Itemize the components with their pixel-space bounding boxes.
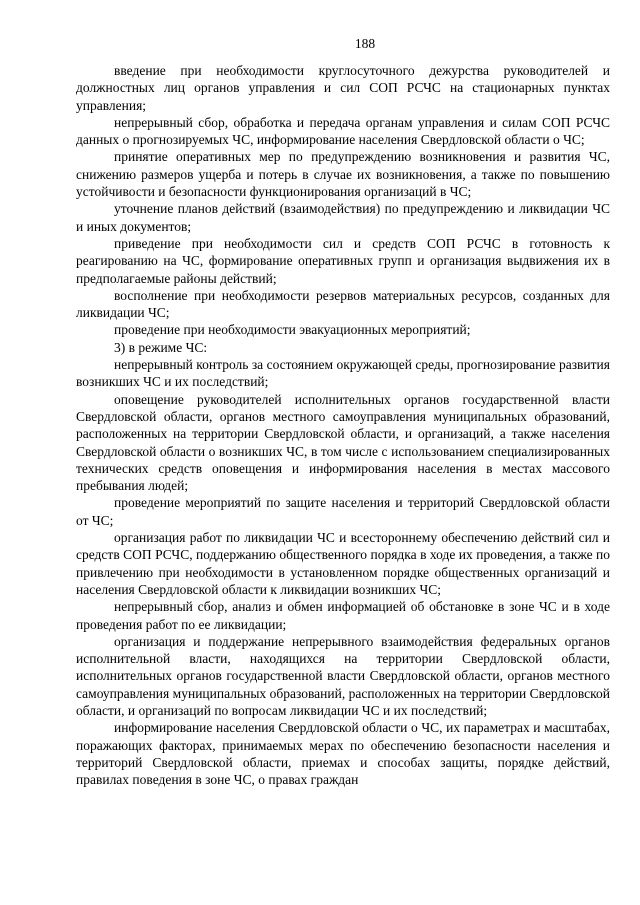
section-heading: 3) в режиме ЧС:: [114, 339, 208, 355]
paragraph: проведение мероприятий по защите населения и территорий Свердловской области от ЧС;: [76, 495, 610, 528]
paragraph: непрерывный контроль за состоянием окружающей среды, прогнозирование развития возникших ЧС и их последствий;: [76, 357, 610, 390]
paragraph: организация и поддержание непрерывного взаимодействия федеральных органов исполнительной власти, находящихся на территории Свердловской области, исполнительных органов государственной власти Свердловской области, органов местного самоуправления муниципальных образований, расположенных на территории Свердловской области, и организаций по вопросам ликвидации ЧС и их последствий;: [76, 633, 610, 718]
paragraph: приведение при необходимости сил и средств СОП РСЧС в готовность к реагированию на ЧС, формирование оперативных групп и организация выдвижения их в предполагаемые районы действий;: [76, 235, 610, 286]
paragraph: введение при необходимости круглосуточного дежурства руководителей и должностных лиц органов управления и сил СОП РСЧС на стационарных пунктах управления;: [76, 63, 610, 113]
paragraph: восполнение при необходимости резервов материальных ресурсов, созданных для ликвидации ЧС;: [76, 287, 610, 321]
paragraph: непрерывный сбор, анализ и обмен информацией об обстановке в зоне ЧС и в ходе проведения работ по ее ликвидации;: [76, 599, 610, 632]
paragraph: принятие оперативных мер по предупреждению возникновения и развития ЧС, снижению размеров ущерба и потерь в случае их возникновения, а также по повышению устойчивости и безопасности функционирования организаций в ЧС;: [76, 149, 610, 200]
paragraph: оповещение руководителей исполнительных органов государственной власти Свердловской области, органов местного самоуправления муниципальных образований, расположенных на территории Свердловской области, и организаций, а также населения Свердловской области о возникших ЧС, в том числе с использованием специализированных технических средств оповещения и информирования населения в местах массового пребывания людей;: [76, 391, 610, 494]
paragraph: уточнение планов действий (взаимодействия) по предупреждению и ликвидации ЧС и иных документов;: [76, 201, 610, 234]
paragraph: организация работ по ликвидации ЧС и всестороннему обеспечению действий сил и средств СОП РСЧС, поддержанию общественного порядка в ходе их проведения, а также по привлечению при необходимости в установленном порядке общественных организаций и населения Свердловской области к ликвидации возникших ЧС;: [76, 530, 610, 597]
paragraph: непрерывный сбор, обработка и передача органам управления и силам СОП РСЧС данных о прогнозируемых ЧС, информирование населения Свердловской области о ЧС;: [76, 114, 610, 148]
paragraph: проведение при необходимости эвакуационных мероприятий;: [114, 322, 471, 338]
page-number: 188: [354, 36, 376, 51]
paragraph: информирование населения Свердловской области о ЧС, их параметрах и масштабах, поражающих факторах, принимаемых мерах по обеспечению безопасности населения и территорий Свердловской области, приемах и способах защиты, порядке действий, правилах поведения в зоне ЧС, о правах граждан: [76, 720, 610, 788]
